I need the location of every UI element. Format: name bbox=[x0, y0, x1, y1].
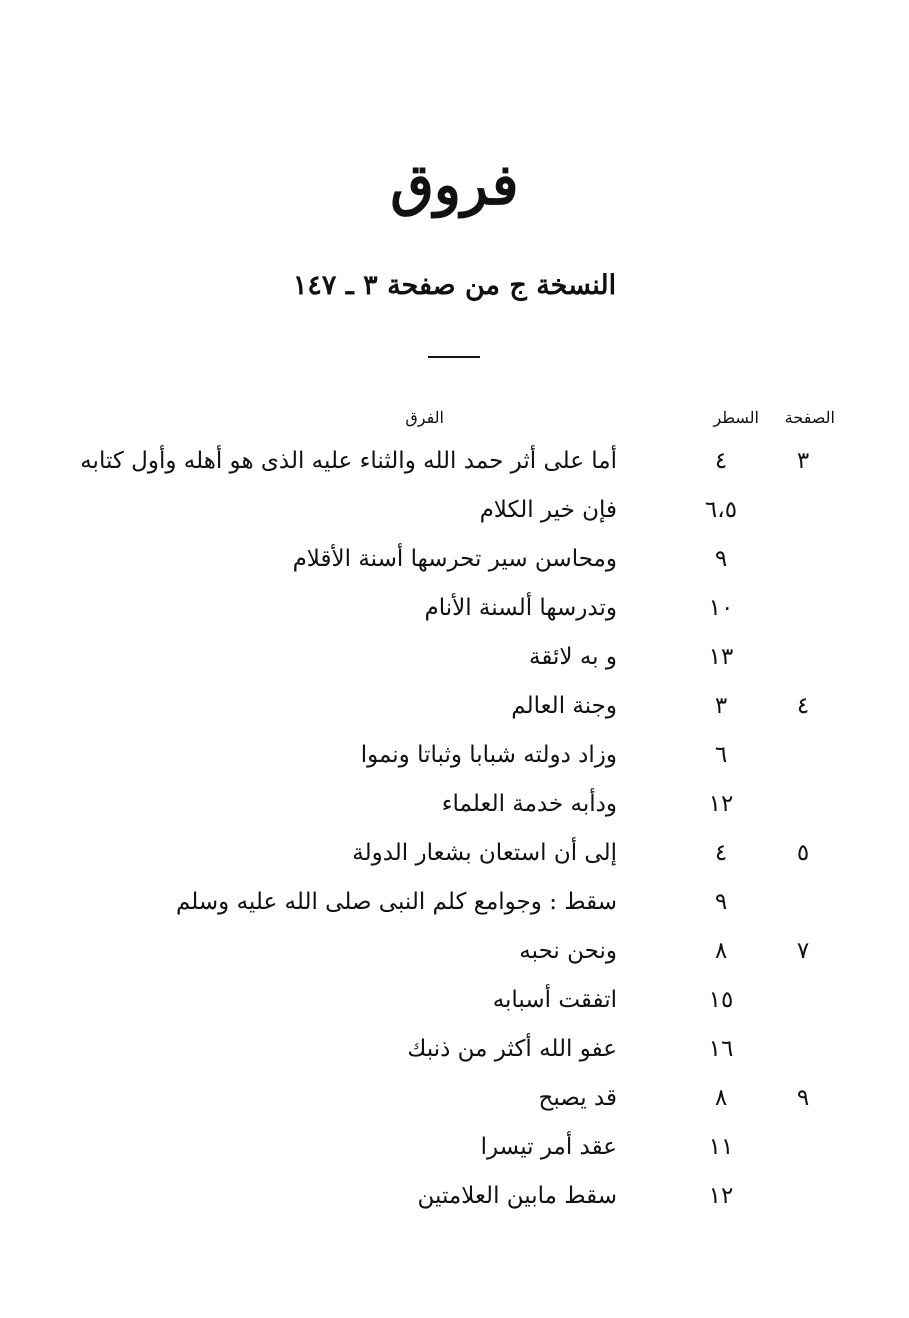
row-page-number: ٤ bbox=[796, 693, 810, 719]
header-page: الصفحة bbox=[784, 408, 835, 427]
differences-table bbox=[0, 437, 909, 1221]
header-line: السطر bbox=[713, 408, 759, 427]
page-subtitle: النسخة ج من صفحة ٣ ـ ١٤٧ bbox=[292, 270, 617, 301]
row-page-number: ٩ bbox=[796, 1085, 810, 1111]
row-difference-text: عفو الله أكثر من ذنبك bbox=[407, 1036, 617, 1062]
row-line-number: ٤ bbox=[714, 840, 728, 866]
table-row bbox=[0, 1074, 909, 1123]
table-row bbox=[0, 927, 909, 976]
row-difference-text: إلى أن استعان بشعار الدولة bbox=[352, 840, 617, 866]
table-row bbox=[0, 976, 909, 1025]
table-row bbox=[0, 486, 909, 535]
row-line-number: ٨ bbox=[714, 1085, 728, 1111]
table-row bbox=[0, 437, 909, 486]
row-difference-text: سقط مابين العلامتين bbox=[417, 1183, 617, 1209]
row-difference-text: ومحاسن سير تحرسها أسنة الأقلام bbox=[292, 546, 617, 572]
row-line-number: ١٦ bbox=[708, 1036, 734, 1062]
row-difference-text: فإن خير الكلام bbox=[479, 497, 617, 523]
row-line-number: ١٠ bbox=[708, 595, 734, 621]
row-line-number: ١١ bbox=[708, 1134, 734, 1160]
row-line-number: ٣ bbox=[714, 693, 728, 719]
table-row bbox=[0, 633, 909, 682]
page-title: فروق bbox=[390, 152, 519, 218]
row-difference-text: ونحن نحبه bbox=[519, 938, 617, 964]
row-page-number: ٧ bbox=[796, 938, 810, 964]
row-page-number: ٥ bbox=[796, 840, 810, 866]
table-row bbox=[0, 584, 909, 633]
table-row bbox=[0, 1025, 909, 1074]
table-row bbox=[0, 535, 909, 584]
row-line-number: ٩ bbox=[714, 889, 728, 915]
row-difference-text: سقط : وجوامع كلم النبى صلى الله عليه وسلم bbox=[175, 889, 617, 915]
row-difference-text: و به لائقة bbox=[529, 644, 617, 670]
row-line-number: ٦ bbox=[714, 742, 728, 768]
row-difference-text: وتدرسها ألسنة الأنام bbox=[424, 595, 617, 621]
row-line-number: ١٣ bbox=[708, 644, 734, 670]
row-line-number: ٨ bbox=[714, 938, 728, 964]
row-line-number: ١٢ bbox=[708, 1183, 734, 1209]
table-row bbox=[0, 682, 909, 731]
header-difference: الفرق bbox=[405, 408, 444, 427]
row-difference-text: أما على أثر حمد الله والثناء عليه الذى هو أهله وأول كتابه bbox=[80, 448, 617, 474]
row-page-number: ٣ bbox=[796, 448, 810, 474]
table-header bbox=[0, 404, 909, 432]
row-difference-text: وجنة العالم bbox=[511, 693, 617, 719]
row-line-number: ٤ bbox=[714, 448, 728, 474]
row-line-number: ١٥ bbox=[708, 987, 734, 1013]
row-difference-text: وزاد دولته شبابا وثباتا ونموا bbox=[360, 742, 617, 768]
title-divider bbox=[428, 356, 480, 358]
row-difference-text: قد يصبح bbox=[538, 1085, 617, 1111]
table-row bbox=[0, 780, 909, 829]
table-row bbox=[0, 829, 909, 878]
row-difference-text: عقد أمر تيسرا bbox=[480, 1134, 617, 1160]
table-row bbox=[0, 878, 909, 927]
row-line-number: ٩ bbox=[714, 546, 728, 572]
table-row bbox=[0, 1123, 909, 1172]
row-line-number: ١٢ bbox=[708, 791, 734, 817]
row-line-number: ٦،٥ bbox=[704, 497, 738, 523]
row-difference-text: ودأبه خدمة العلماء bbox=[441, 791, 617, 817]
row-difference-text: اتفقت أسبابه bbox=[492, 987, 617, 1013]
table-row bbox=[0, 731, 909, 780]
table-row bbox=[0, 1172, 909, 1221]
